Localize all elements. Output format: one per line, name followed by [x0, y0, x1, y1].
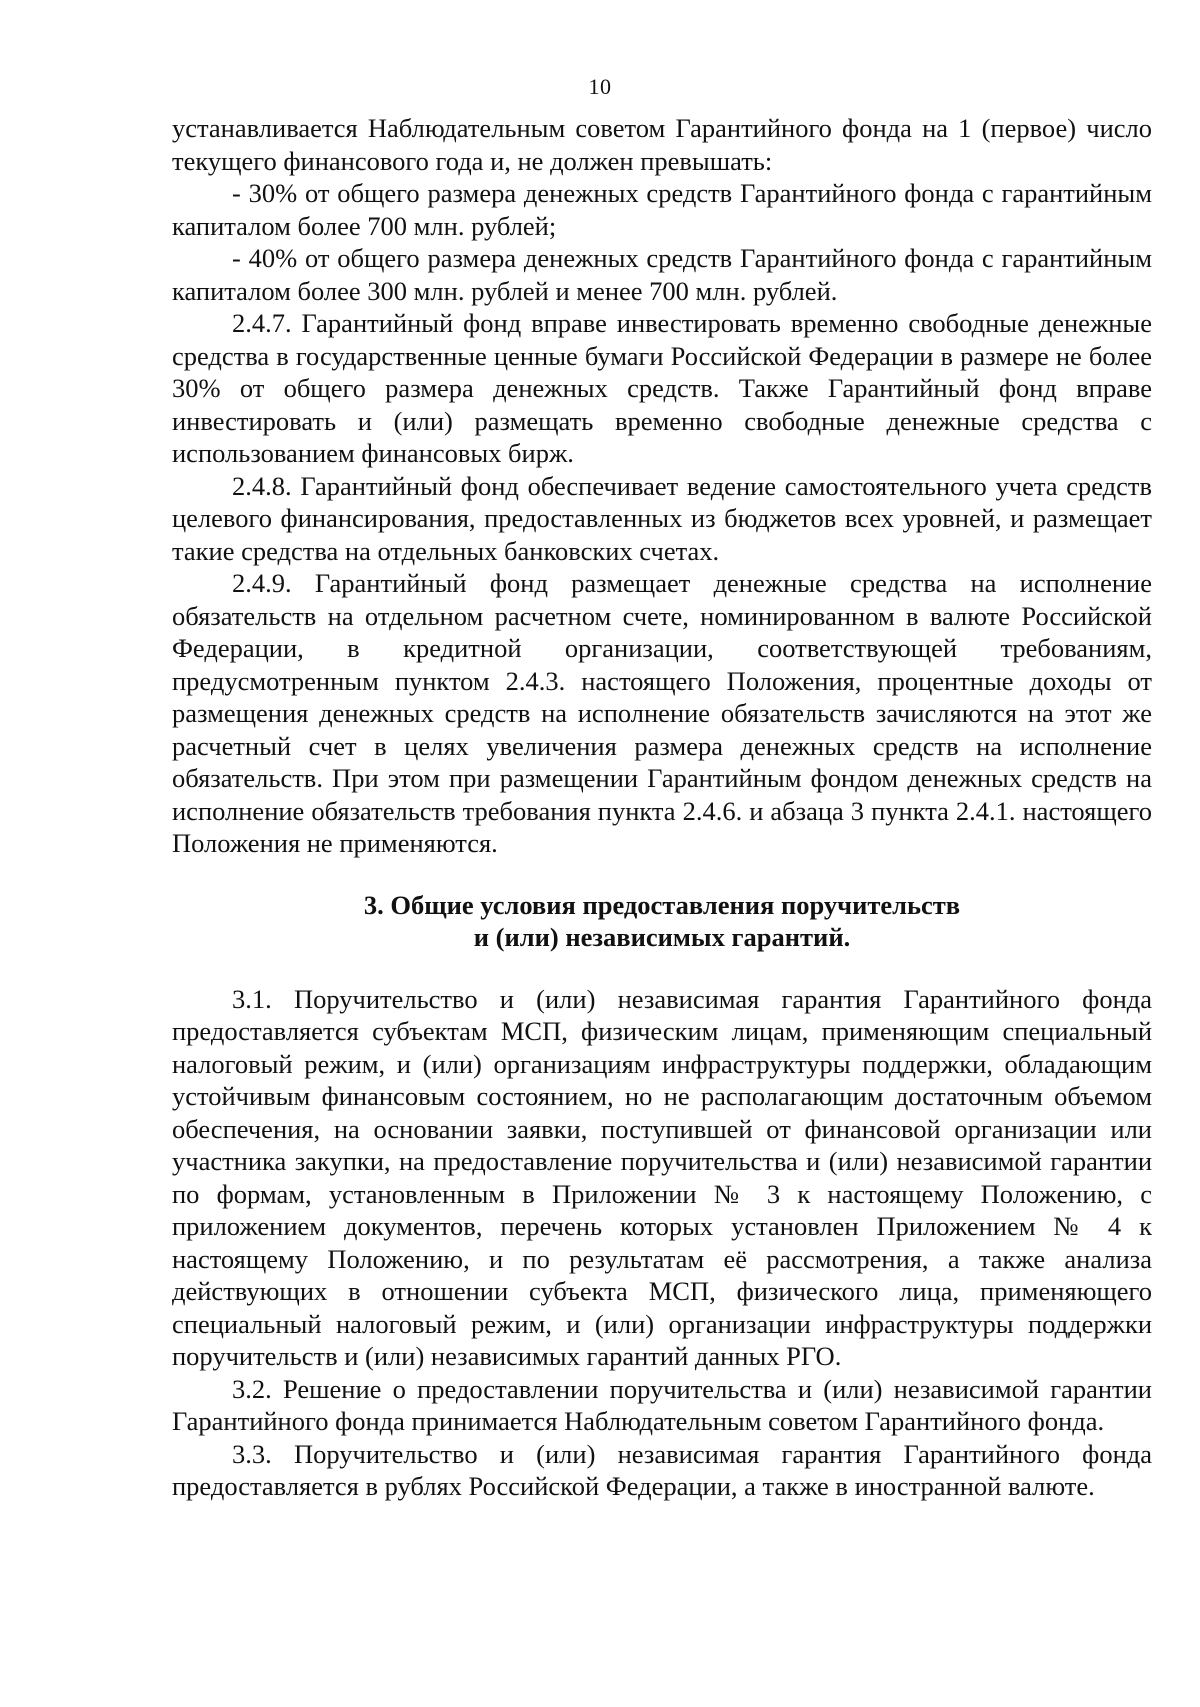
paragraph-2-4-7: 2.4.7. Гарантийный фонд вправе инвестировать временно свободные денежные средства в государственные ценные бумаги Российской Федерации в размере не более 30% от общего размера денежных средств. Также Гарантийный фонд вправе инвестировать и (или) размещать временно свободные денежные средства с использованием финансовых бирж. — [172, 308, 1152, 468]
paragraph-3-1: 3.1. Поручительство и (или) независимая гарантия Гарантийного фонда предоставляется субъектам МСП, физическим лицам, применяющим специальный налоговый режим, и (или) организациям инфраструктуры поддержки, обладающим устойчивым финансовым состоянием, но не располагающим достаточным объемом обеспечения, на основании заявки, поступившей от финансовой организации или участника закупки, на предоставление поручительства и (или) независимой гарантии по формам, установленным в Приложении № 3 к настоящему Положению, с приложением документов, перечень которых установлен Приложением № 4 к настоящему Положению, и по результатам её рассмотрения, а также анализа действующих в отношении субъекта МСП, физического лица, применяющего специальный налоговый режим, и (или) организации инфраструктуры поддержки поручительств и (или) независимых гарантий данных РГО. — [172, 983, 1152, 1371]
paragraph-list-item-30-percent: - 30% от общего размера денежных средств Гарантийного фонда с гарантийным капиталом более 700 млн. рублей; — [172, 178, 1152, 241]
paragraph-list-item-40-percent: - 40% от общего размера денежных средств Гарантийного фонда с гарантийным капиталом более 300 млн. рублей и менее 700 млн. рублей. — [172, 243, 1152, 306]
section-heading — [172, 889, 1152, 954]
section-heading-line-2: и (или) независимых гарантий. — [473, 922, 851, 952]
page-number: 10 — [588, 74, 612, 99]
section-heading-line-1: 3. Общие условия предоставления поручительств — [363, 889, 961, 920]
document-body — [172, 112, 1152, 1503]
paragraph-3-3: 3.3. Поручительство и (или) независимая гарантия Гарантийного фонда предоставляется в рублях Российской Федерации, а также в иностранной валюте. — [172, 1438, 1152, 1501]
paragraph-2-4-8: 2.4.8. Гарантийный фонд обеспечивает ведение самостоятельного учета средств целевого финансирования, предоставленных из бюджетов всех уровней, и размещает такие средства на отдельных банковских счетах. — [172, 470, 1152, 566]
paragraph-2-4-9: 2.4.9. Гарантийный фонд размещает денежные средства на исполнение обязательств на отдельном расчетном счете, номинированном в валюте Российской Федерации, в кредитной организации, соответствующей требованиям, предусмотренным пунктом 2.4.3. настоящего Положения, процентные доходы от размещения денежных средств на исполнение обязательств зачисляются на этот же расчетный счет в целях увеличения размера денежных средств на исполнение обязательств. При этом при размещении Гарантийным фондом денежных средств на исполнение обязательств требования пункта 2.4.6. и абзаца 3 пункта 2.4.1. настоящего Положения не применяются. — [172, 568, 1152, 858]
paragraph-continuation: устанавливается Наблюдательным советом Гарантийного фонда на 1 (первое) число текущего финансового года и, не должен превышать: — [172, 113, 1152, 176]
paragraph-3-2: 3.2. Решение о предоставлении поручительства и (или) независимой гарантии Гарантийного фонда принимается Наблюдательным советом Гарантийного фонда. — [172, 1373, 1152, 1436]
